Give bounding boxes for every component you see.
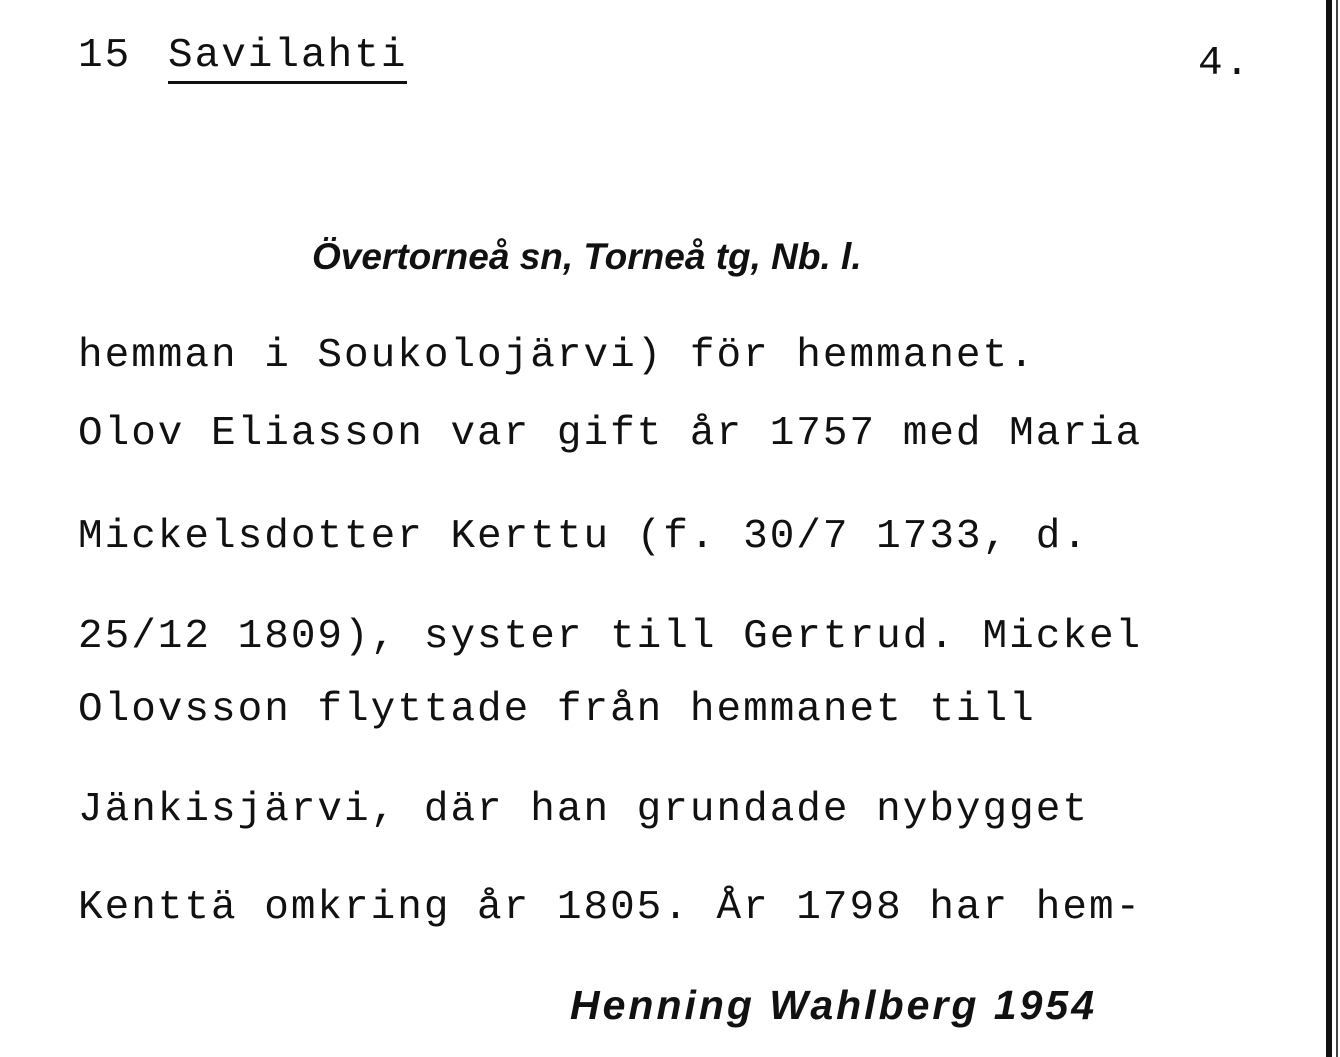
text-line: Olovsson flyttade från hemmanet till: [78, 687, 1036, 733]
text-line: Olov Eliasson var gift år 1757 med Maria: [78, 411, 1143, 457]
text-line: Mickelsdotter Kerttu (f. 30/7 1733, d.: [78, 514, 1089, 560]
card-edge-shadow: [1336, 0, 1338, 1057]
text-line: 25/12 1809), syster till Gertrud. Mickel: [78, 614, 1143, 660]
parish-heading: Övertorneå sn, Torneå tg, Nb. l.: [312, 236, 862, 277]
card-edge: [1326, 0, 1332, 1057]
card-number: 15: [78, 33, 132, 79]
text-line: hemman i Soukolojärvi) för hemmanet.: [78, 333, 1036, 379]
text-line: Kenttä omkring år 1805. År 1798 har hem-: [78, 885, 1143, 931]
text-line: Jänkisjärvi, där han grundade nybygget: [78, 787, 1089, 833]
author-signature: Henning Wahlberg 1954: [570, 982, 1098, 1028]
card-title: Savilahti: [168, 36, 407, 84]
page-number: 4.: [1198, 41, 1252, 87]
